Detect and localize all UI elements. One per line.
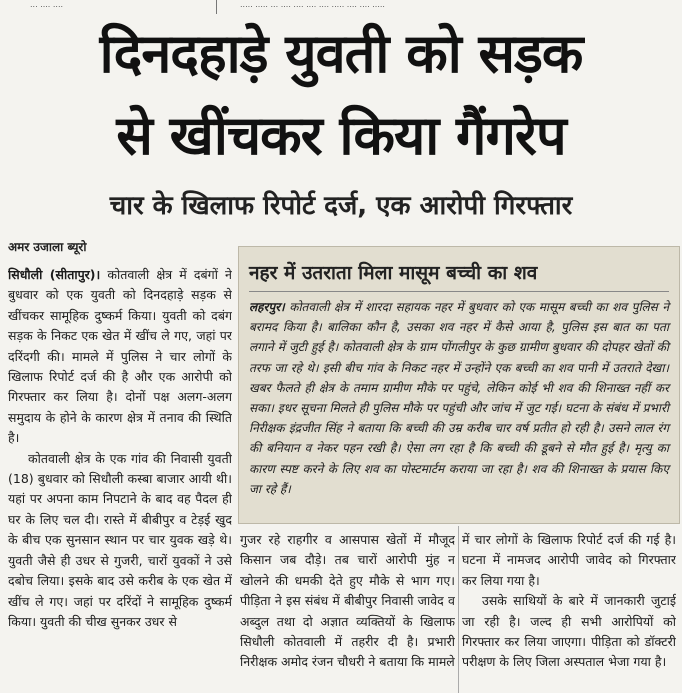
main-story-column-1 [8,265,232,693]
subheadline: चार के खिलाफ रिपोर्ट दर्ज, एक आरोपी गिरफ्तार [109,191,573,221]
sidebar-story-text: कोतवाली क्षेत्र में शारदा सहायक नहर में बुधवार को एक मासूम बच्ची का शव पुलिस ने बरामद किया है। बालिका कौन है, उसका शव नहर में कैसे आया है, पुलिस इस बात का पता लगाने में जुटी हुई है। कोतवाली क्षेत्र के ग्राम पोंगलीपुर के कुछ ग्रामीण बुधवार की दोपहर खेतों की तरफ जा रहे थे। इसी बीच गांव के निकट नहर में उन्होंने एक बच्ची का शव पानी में उतराते देखा। खबर फैलते ही क्षेत्र के तमाम ग्रामीण मौके पर पहुंचे, लेकिन कोई भी शव की शिनाख्त नहीं कर सका। इधर सूचना मिलते ही पुलिस मौके पर पहुंची और जांच में जुट गई। घटना के संबंध में प्रभारी निरीक्षक इंद्रजीत सिंह ने बताया कि बच्ची की उम्र करीब चार वर्ष प्रतीत हो रही है। उसने लाल रंग की बनियान व नेकर पहन रखी है। ऐसा लग रहा है कि बच्ची की डूबने से मौत हुई है। मृत्यु का कारण स्पष्ट करने के लिए शव का पोस्टमार्टम कराया जा रहा है। शव की शिनाख्त के प्रयास किए जा रहे हैं। [249,300,669,496]
column-divider [458,526,459,693]
top-strip-left-fragment: ... .... .... [30,0,64,9]
column-divider [216,0,217,14]
sidebar-story-body [249,297,669,499]
headline-line-1: दिनदहाड़े युवती को सड़क [99,22,583,85]
main-story-para-2: कोतवाली क्षेत्र के एक गांव की निवासी युवती (18) बुधवार को सिधौली कस्बा बाजार आयी थी। यहां पर अपना काम निपटाने के बाद वह पैदल ही घर के लिए चल दी। रास्ते में बीबीपुर व टेड़ई खुद के बीच एक सुनसान स्थान पर चार युवक खड़े थे। युवती जैसे ही उधर से गुजरी, चारों युवकों ने उसे दबोच लिया। इसके बाद उसे करीब के एक खेत में खींच ले गए। जहां पर दरिंदों ने सामूहिक दुष्कर्म किया। युवती की चीख सुनकर उधर से [8,450,232,629]
main-story-col-3-para-1: में चार लोगों के खिलाफ रिपोर्ट दर्ज की गई है। घटना में नामजद आरोपी जावेद को गिरफ्तार कर लिया गया है। [462,532,676,588]
main-story-para-1 [8,265,232,449]
headline-line-2: से खींचकर किया गैंगरेप [116,104,566,167]
main-story-col-3-para-2: उसके साथियों के बारे में जानकारी जुटाई जा रही है। जल्द ही सभी आरोपियों को गिरफ्तार कर लिया जाएगा। पीड़िता को डॉक्टरी परीक्षण के लिए जिला अस्पताल भेजा गया है। [462,593,676,670]
main-story-column-2 [240,530,455,693]
top-strip-right-fragment: ..... ..... ... .... .... .... .... ..... .... .... ..... [240,0,385,9]
sidebar-title-rule [249,291,669,292]
byline: अमर उजाला ब्यूरो [8,240,87,254]
main-story-col-2-text: गुजर रहे राहगीर व आसपास खेतों में मौजूद किसान जब दौड़े। तब चारों आरोपी मुंह न खोलने की धमकी देते हुए मौके से भाग गए। पीड़िता ने इस संबंध में बीबीपुर निवासी जावेद व अब्दुल तथा दो अज्ञात व्यक्तियों के खिलाफ सिधौली कोतवाली में तहरीर दी है। प्रभारी निरीक्षक अमोद रंजन चौधरी ने बताया कि मामले [240,532,455,670]
main-story-column-3 [462,530,676,693]
top-strip-clipped-text [0,0,682,14]
main-story-dateline: सिधौली (सीतापुर)। [8,267,101,282]
sidebar-story-dateline: लहरपुर। [249,300,285,314]
sidebar-story-title: नहर में उतराता मिला मासूम बच्ची का शव [249,262,538,284]
sidebar-story-box [238,246,680,524]
main-story-para-1-text: कोतवाली क्षेत्र में दबंगों ने बुधवार को एक युवती को दिनदहाड़े सड़क से खींचकर सामूहिक दुष्कर्म किया। युवती को दबंग सड़क के निकट एक खेत में खींच ले गए, जहां पर दरिंदगी की। मामले में पुलिस ने चार लोगों के खिलाफ रिपोर्ट दर्ज की है और एक आरोपी को गिरफ्तार कर लिया है। दोनों पक्ष अलग-अलग समुदाय के होने के कारण क्षेत्र में तनाव की स्थिति है। [8,267,232,446]
